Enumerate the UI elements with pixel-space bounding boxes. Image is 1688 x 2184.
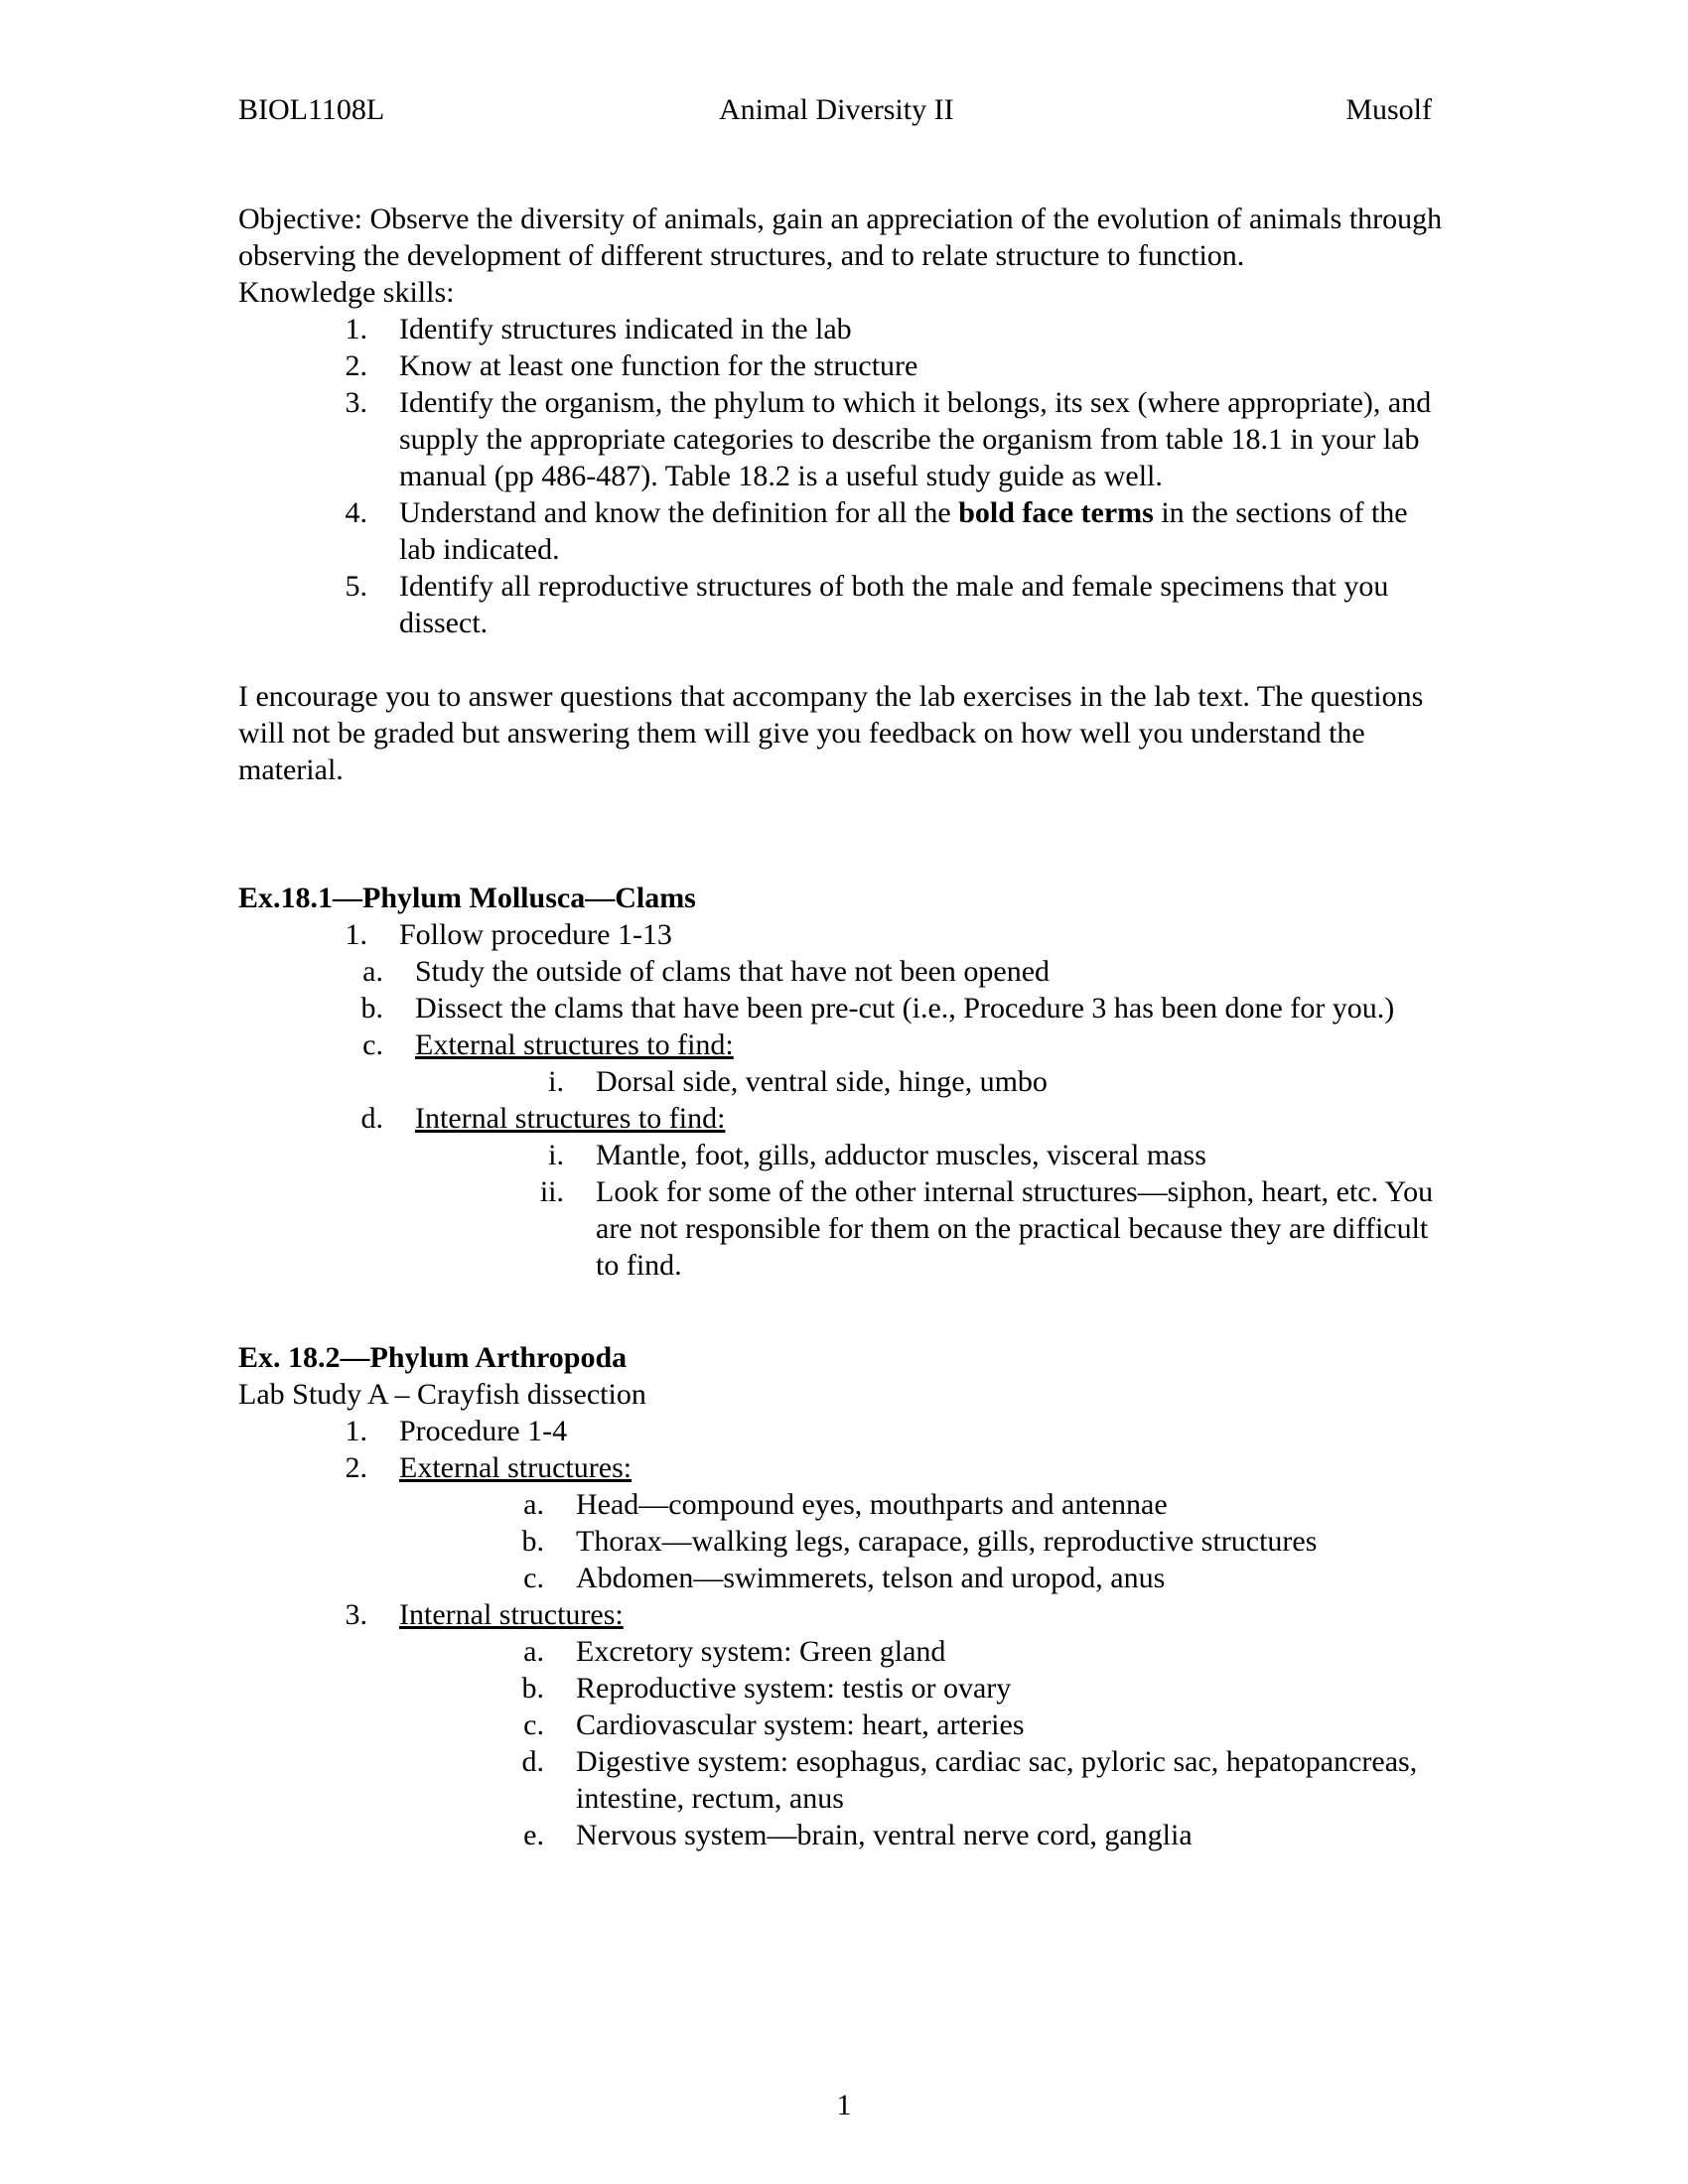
text-before-bold: Understand and know the definition for all the	[399, 496, 959, 529]
header-course-code: BIOL1108L	[238, 93, 385, 126]
spacer	[238, 641, 1450, 678]
header-instructor: Musolf	[1345, 93, 1432, 126]
list-marker: b.	[521, 1672, 544, 1705]
list-item-text: Reproductive system: testis or ovary	[576, 1672, 1012, 1705]
section-heading-ex-18-2: Ex. 18.2—Phylum Arthropoda	[238, 1341, 628, 1374]
text-after-bold: in the sections of the lab indicated.	[399, 496, 1408, 566]
list-marker: d.	[360, 1102, 383, 1135]
list-marker: b.	[521, 1525, 544, 1558]
knowledge-skills-label: Knowledge skills:	[238, 276, 455, 309]
list-marker: a.	[523, 1635, 544, 1668]
page-number: 1	[836, 2089, 852, 2121]
list-item	[336, 990, 1450, 1026]
list-item-text: Know at least one function for the structure	[399, 349, 918, 382]
list-item	[296, 1596, 1450, 1853]
list-item	[496, 1486, 1450, 1523]
spacer	[238, 788, 1450, 880]
encouragement-paragraph: I encourage you to answer questions that accompany the lab exercises in the lab text. The questions will not be graded but answering them will give you feedback on how well you understand the material.	[238, 680, 1424, 786]
list-item	[296, 916, 1450, 953]
underlined-heading-external-structures: External structures:	[399, 1451, 633, 1484]
list-item-text: Cardiovascular system: heart, arteries	[576, 1708, 1025, 1741]
list-item-text: Abdomen—swimmerets, telson and uropod, anus	[576, 1562, 1166, 1594]
list-marker: 1.	[345, 1415, 367, 1447]
list-marker: e.	[523, 1819, 544, 1851]
list-item	[336, 1026, 1450, 1100]
list-marker: 1.	[345, 313, 367, 345]
list-marker: 3.	[345, 386, 367, 419]
list-marker: d.	[521, 1745, 544, 1778]
list-item-text: Digestive system: esophagus, cardiac sac, pyloric sac, hepatopancreas, intestine, rectum, anus	[576, 1745, 1418, 1815]
list-item-text: Nervous system—brain, ventral nerve cord, ganglia	[576, 1819, 1193, 1851]
list-item	[512, 1137, 1450, 1173]
list-item-text: Identify structures indicated in the lab	[399, 313, 852, 345]
ex-18-1-internal-roman-list	[512, 1137, 1450, 1284]
list-item-text	[399, 494, 1450, 568]
ex-18-2-list	[238, 1413, 1450, 1853]
list-marker: i.	[548, 1139, 564, 1171]
list-item-text: Look for some of the other internal structures—siphon, heart, etc. You are not responsible for them on the practical because they are difficult to find.	[596, 1175, 1434, 1282]
list-item	[336, 953, 1450, 990]
list-item	[296, 568, 1450, 641]
list-marker: 3.	[345, 1598, 367, 1631]
list-item-text: Procedure 1-4	[399, 1415, 568, 1447]
list-marker: 4.	[345, 496, 367, 529]
list-item-text: Identify the organism, the phylum to which it belongs, its sex (where appropriate), and supply the appropriate categories to describe the organism from table 18.1 in your lab manual (pp 486-487). Table 18.2 is a useful study guide as well.	[399, 386, 1432, 492]
list-item-text	[399, 1449, 1450, 1486]
section-heading-ex-18-1: Ex.18.1—Phylum Mollusca—Clams	[238, 882, 696, 914]
list-item-text: Dissect the clams that have been pre-cut (i.e., Procedure 3 has been done for you.)	[415, 992, 1395, 1024]
header-title: Animal Diversity II	[718, 93, 954, 126]
list-item-text: Dorsal side, ventral side, hinge, umbo	[596, 1065, 1048, 1098]
list-item	[496, 1817, 1450, 1853]
ex-18-1-list	[238, 916, 1450, 953]
knowledge-skills-list	[238, 311, 1450, 641]
list-item-text: Identify all reproductive structures of both the male and female specimens that you dissect.	[399, 570, 1389, 639]
list-item-text	[415, 1100, 1450, 1137]
objective-paragraph: Objective: Observe the diversity of animals, gain an appreciation of the evolution of animals through observing the development of different structures, and to relate structure to function.	[238, 203, 1443, 272]
list-item	[496, 1670, 1450, 1706]
list-item-text: Thorax—walking legs, carapace, gills, reproductive structures	[576, 1525, 1318, 1558]
list-marker: ii.	[539, 1175, 564, 1208]
list-marker: c.	[523, 1708, 544, 1741]
ex-18-1-sublist	[336, 953, 1450, 1284]
underlined-heading-internal: Internal structures to find:	[415, 1102, 726, 1135]
list-item	[496, 1706, 1450, 1743]
list-item	[496, 1633, 1450, 1670]
list-marker: 2.	[345, 349, 367, 382]
list-marker: 1.	[345, 918, 367, 951]
list-item	[296, 1449, 1450, 1596]
list-marker: i.	[548, 1065, 564, 1098]
list-marker: 2.	[345, 1451, 367, 1484]
list-item	[512, 1173, 1450, 1284]
underlined-heading-internal-structures: Internal structures:	[399, 1598, 624, 1631]
list-marker: c.	[523, 1562, 544, 1594]
underlined-heading-external: External structures to find:	[415, 1028, 734, 1061]
list-marker: c.	[362, 1028, 383, 1061]
lab-study-label: Lab Study A – Crayfish dissection	[238, 1378, 646, 1411]
list-item-text: Mantle, foot, gills, adductor muscles, visceral mass	[596, 1139, 1206, 1171]
list-item-text: Study the outside of clams that have not been opened	[415, 955, 1051, 988]
list-item	[296, 347, 1450, 384]
list-item	[296, 494, 1450, 568]
list-marker: a.	[362, 955, 383, 988]
list-item	[296, 384, 1450, 494]
document-header	[238, 95, 1450, 125]
ex-18-2-internal-sublist	[496, 1633, 1450, 1853]
list-marker: b.	[360, 992, 383, 1024]
list-marker: 5.	[345, 570, 367, 603]
list-item	[296, 311, 1450, 347]
ex-18-1-external-roman-list	[512, 1063, 1450, 1100]
list-item	[496, 1743, 1450, 1817]
list-item	[296, 1413, 1450, 1449]
bold-face-terms: bold face terms	[958, 496, 1154, 529]
ex-18-2-external-sublist	[496, 1486, 1450, 1596]
list-item-text: Excretory system: Green gland	[576, 1635, 946, 1668]
list-item-text: Head—compound eyes, mouthparts and antennae	[576, 1488, 1168, 1521]
list-marker: a.	[523, 1488, 544, 1521]
list-item-text	[415, 1026, 1450, 1063]
list-item	[336, 1100, 1450, 1284]
list-item-text	[399, 1596, 1450, 1633]
list-item-text: Follow procedure 1-13	[399, 918, 672, 951]
list-item	[512, 1063, 1450, 1100]
list-item	[496, 1560, 1450, 1596]
spacer	[238, 1284, 1450, 1339]
list-item	[496, 1523, 1450, 1560]
